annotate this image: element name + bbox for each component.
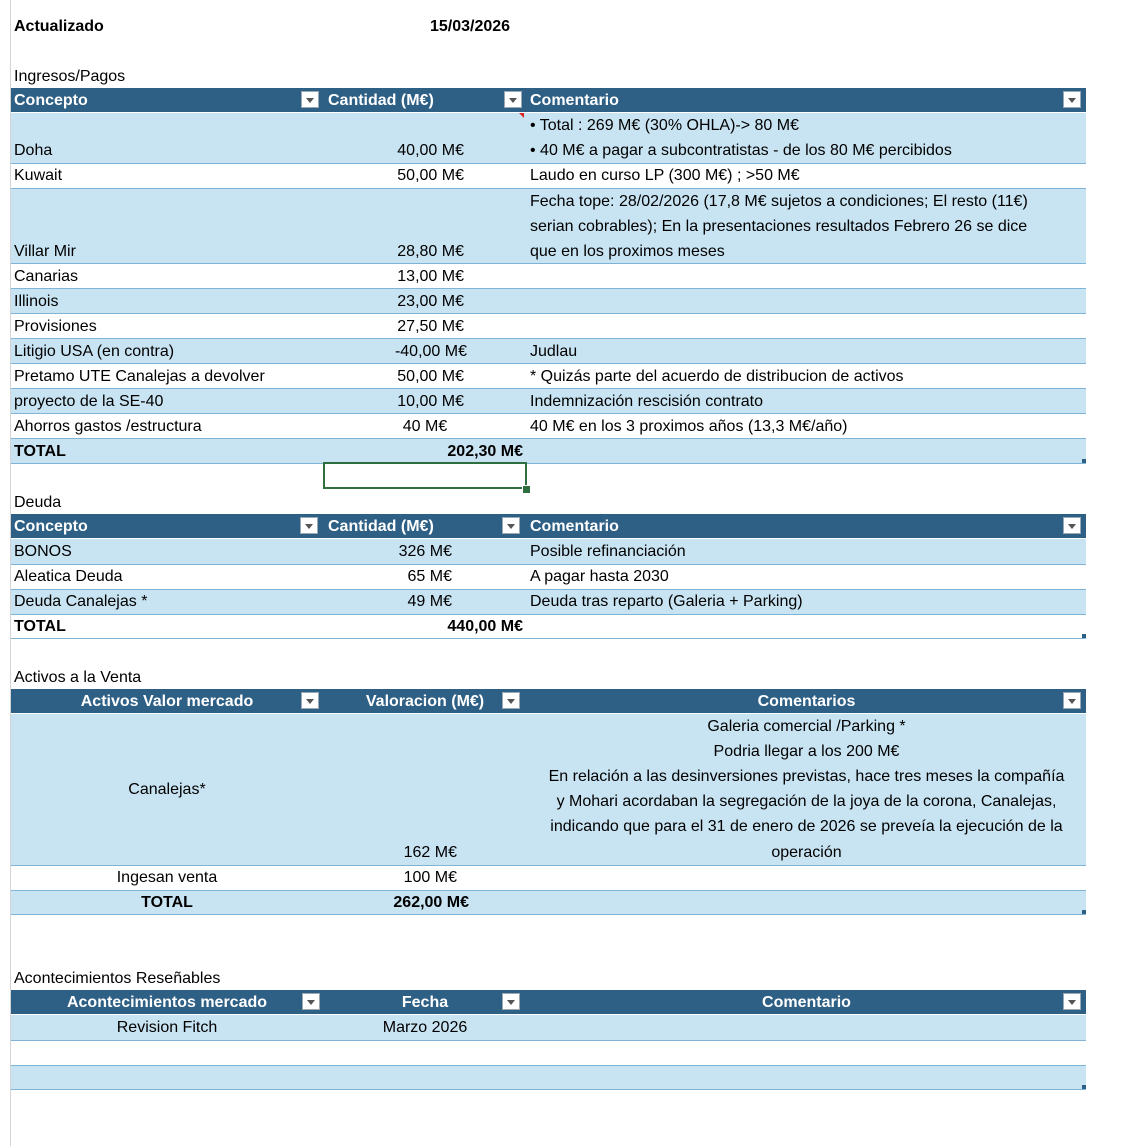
valor-cell[interactable]: 100 M€: [403, 869, 457, 886]
comentario-cell[interactable]: indicando que para el 31 de enero de 2026 se preveía la ejecución de la: [550, 818, 1063, 835]
comment-indicator-icon[interactable]: [519, 113, 524, 118]
concepto-cell[interactable]: Villar Mir: [14, 243, 76, 260]
concepto-cell[interactable]: Pretamo UTE Canalejas a devolver: [14, 368, 265, 385]
total-value[interactable]: 440,00 M€: [447, 618, 523, 635]
table-resize-handle[interactable]: [1082, 459, 1086, 463]
deuda-table-header: [11, 514, 1086, 538]
evento-cell[interactable]: Revision Fitch: [116, 1019, 218, 1036]
filter-dropdown-icon[interactable]: [1063, 91, 1081, 108]
total-value[interactable]: 262,00 M€: [393, 894, 469, 911]
filter-dropdown-icon[interactable]: [502, 692, 520, 709]
col-concepto-header[interactable]: Concepto: [14, 92, 88, 109]
cantidad-cell[interactable]: -40,00 M€: [394, 343, 467, 360]
filter-dropdown-icon[interactable]: [502, 517, 520, 534]
col-comentarios-header[interactable]: Comentarios: [757, 693, 856, 710]
comentario-cell[interactable]: Deuda tras reparto (Galeria + Parking): [530, 593, 803, 610]
concepto-cell[interactable]: Litigio USA (en contra): [14, 343, 175, 360]
comentario-cell[interactable]: • Total : 269 M€ (30% OHLA)-> 80 M€: [530, 117, 799, 134]
filter-dropdown-icon[interactable]: [302, 993, 320, 1010]
filter-dropdown-icon[interactable]: [504, 91, 522, 108]
updated-label: Actualizado: [14, 18, 104, 35]
concepto-cell[interactable]: Canarias: [14, 268, 79, 285]
filter-dropdown-icon[interactable]: [300, 517, 318, 534]
row-header-gutter[interactable]: [0, 0, 11, 1146]
ingresos-section-title: Ingresos/Pagos: [14, 68, 126, 85]
filter-dropdown-icon[interactable]: [1063, 692, 1081, 709]
table-resize-handle[interactable]: [1082, 1085, 1086, 1089]
comentario-cell[interactable]: Galeria comercial /Parking *: [707, 718, 906, 735]
ingresos-table-header: [11, 88, 1086, 112]
selected-cell[interactable]: [323, 462, 527, 489]
filter-dropdown-icon[interactable]: [1063, 993, 1081, 1010]
activos-table-header: [11, 689, 1086, 713]
acontecimientos-table-header: [11, 990, 1086, 1014]
total-row[interactable]: [11, 438, 1086, 463]
updated-date: 15/03/2026: [430, 18, 511, 35]
cantidad-cell[interactable]: 40 M€: [402, 418, 448, 435]
comentario-cell[interactable]: En relación a las desinversiones previstas, hace tres meses la compañía: [548, 768, 1065, 785]
comentario-cell[interactable]: Indemnización rescisión contrato: [530, 393, 764, 410]
concepto-cell[interactable]: Provisiones: [14, 318, 97, 335]
filter-dropdown-icon[interactable]: [301, 91, 319, 108]
col-activo-header[interactable]: Activos Valor mercado: [80, 693, 254, 710]
col-fecha-header[interactable]: Fecha: [401, 994, 449, 1011]
concepto-cell[interactable]: Aleatica Deuda: [14, 568, 123, 585]
col-evento-header[interactable]: Acontecimientos mercado: [66, 994, 268, 1011]
comentario-cell[interactable]: Podria llegar a los 200 M€: [713, 743, 900, 760]
cantidad-cell[interactable]: 65 M€: [407, 568, 452, 585]
fill-handle[interactable]: [522, 485, 531, 494]
comentario-cell[interactable]: * Quizás parte del acuerdo de distribucion de activos: [530, 368, 904, 385]
concepto-cell[interactable]: Illinois: [14, 293, 59, 310]
table-row[interactable]: [11, 263, 1086, 288]
comentario-cell[interactable]: Judlau: [530, 343, 578, 360]
total-label[interactable]: TOTAL: [141, 894, 193, 911]
table-row[interactable]: [11, 1040, 1086, 1065]
deuda-section-title: Deuda: [14, 494, 62, 511]
col-cantidad-header[interactable]: Cantidad (M€): [328, 92, 434, 109]
acontecimientos-section-title: Acontecimientos Reseñables: [14, 970, 221, 987]
table-row[interactable]: [11, 313, 1086, 338]
total-value[interactable]: 202,30 M€: [447, 443, 523, 460]
filter-dropdown-icon[interactable]: [1063, 517, 1081, 534]
table-row[interactable]: [11, 288, 1086, 313]
cantidad-cell[interactable]: 23,00 M€: [397, 293, 464, 310]
cantidad-cell[interactable]: 13,00 M€: [397, 268, 464, 285]
col-comentario-header[interactable]: Comentario: [530, 518, 619, 535]
cantidad-cell[interactable]: 40,00 M€: [397, 142, 464, 159]
table-resize-handle[interactable]: [1082, 910, 1086, 914]
fecha-cell[interactable]: Marzo 2026: [382, 1019, 468, 1036]
filter-dropdown-icon[interactable]: [301, 692, 319, 709]
cantidad-cell[interactable]: 50,00 M€: [397, 167, 464, 184]
concepto-cell[interactable]: Doha: [14, 142, 53, 159]
total-label[interactable]: TOTAL: [14, 443, 66, 460]
col-cantidad-header[interactable]: Cantidad (M€): [328, 518, 434, 535]
comentario-cell[interactable]: Laudo en curso LP (300 M€) ; >50 M€: [530, 167, 800, 184]
total-row[interactable]: [11, 614, 1086, 639]
cantidad-cell[interactable]: 50,00 M€: [397, 368, 464, 385]
valor-cell[interactable]: 162 M€: [403, 844, 457, 861]
cantidad-cell[interactable]: 10,00 M€: [397, 393, 464, 410]
activo-cell[interactable]: Canalejas*: [128, 781, 206, 798]
concepto-cell[interactable]: Kuwait: [14, 167, 63, 184]
table-row[interactable]: [11, 1065, 1086, 1090]
comentario-cell[interactable]: 40 M€ en los 3 proximos años (13,3 M€/año): [530, 418, 848, 435]
comentario-cell[interactable]: que en los proximos meses: [530, 243, 725, 260]
cantidad-cell[interactable]: 326 M€: [398, 543, 452, 560]
concepto-cell[interactable]: Deuda Canalejas *: [14, 593, 148, 610]
comentario-cell[interactable]: y Mohari acordaban la segregación de la joya de la corona, Canalejas,: [556, 793, 1057, 810]
comentario-cell[interactable]: A pagar hasta 2030: [530, 568, 669, 585]
col-concepto-header[interactable]: Concepto: [14, 518, 88, 535]
col-comentario-header[interactable]: Comentario: [530, 92, 619, 109]
activo-cell[interactable]: Ingesan venta: [116, 869, 218, 886]
cantidad-cell[interactable]: 27,50 M€: [397, 318, 464, 335]
total-label[interactable]: TOTAL: [14, 618, 66, 635]
table-resize-handle[interactable]: [1082, 634, 1086, 638]
concepto-cell[interactable]: BONOS: [14, 543, 72, 560]
cantidad-cell[interactable]: 28,80 M€: [397, 243, 464, 260]
filter-dropdown-icon[interactable]: [502, 993, 520, 1010]
comentario-cell[interactable]: Posible refinanciación: [530, 543, 686, 560]
col-valoracion-header[interactable]: Valoracion (M€): [365, 693, 485, 710]
activos-section-title: Activos a la Venta: [14, 669, 142, 686]
concepto-cell[interactable]: proyecto de la SE-40: [14, 393, 164, 410]
col-comentario-header[interactable]: Comentario: [762, 994, 851, 1011]
comentario-cell[interactable]: Fecha tope: 28/02/2026 (17,8 M€ sujetos a condiciones; El resto (11€): [530, 193, 1028, 210]
comentario-cell[interactable]: • 40 M€ a pagar a subcontratistas - de los 80 M€ percibidos: [530, 142, 952, 159]
cantidad-cell[interactable]: 49 M€: [407, 593, 452, 610]
concepto-cell[interactable]: Ahorros gastos /estructura: [14, 418, 202, 435]
comentario-cell[interactable]: operación: [771, 844, 842, 861]
comentario-cell[interactable]: serian cobrables); En la presentaciones resultados Febrero 26 se dice: [530, 218, 1028, 235]
